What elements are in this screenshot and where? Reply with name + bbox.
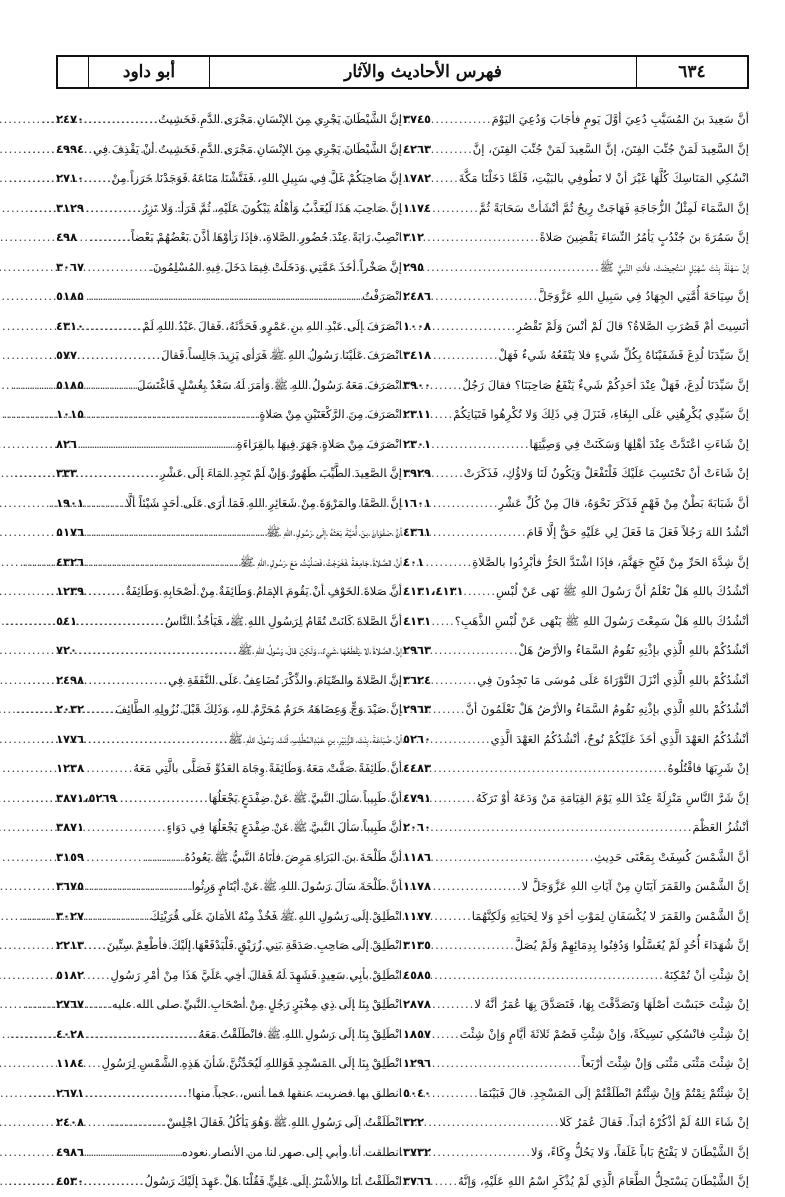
index-entry [403, 1020, 749, 1050]
entry-text: إنَّ سَيِّدَنَا لُدِغَ، فَهَلْ عِنْدَ أحَدِكُمْ شَيءٌ يَنْفَعُ صَاحِبَنَا؟ فقالَ رَجُلٌ [462, 377, 749, 392]
dot-leader [433, 1167, 458, 1197]
hadith-number: ٤٠٢٨ [56, 1026, 85, 1041]
entry-text: إنْ شَاءَ اللهُ لَمْ أذْكُرْهُ أبَداً. فَقالَ عُمَرُ كَلا [559, 1115, 749, 1129]
hadith-number: ١١٨٤ [56, 1056, 85, 1070]
dot-leader [433, 902, 472, 932]
hadith-number: ٤٤٨٣ [403, 761, 432, 775]
entry-text: أنَّ صَفْوَانَ بنَ أُمَيَّةَ بَعَثَهُ إلَى رَسُولِ اللهِ ﷺ [266, 525, 402, 539]
entry-text: إنْ شِئْتُمْ نِمْتُمْ وَإنْ شِئْتُمُ انْطَلَقْتُمْ إلَى المَسْجِدِ. قالَ فَبَيْنَمَا [478, 1085, 749, 1100]
hadith-number: ٢٨٧٨ [403, 997, 432, 1011]
hadith-number: ٤٣٦١ [403, 525, 432, 539]
index-entry [403, 253, 749, 283]
entry-text: إنَّ الشَّيْطَانَ يَسْتَحِلُّ الطَّعَامَ الَّذِي لَمْ يُذْكَرِ اسْمُ اللهِ عَلَيْهِ، وَإنَّهُ [458, 1174, 749, 1188]
hadith-number: ٥١٨٢ [56, 967, 85, 982]
hadith-number: ١٦٠١ [403, 495, 432, 510]
dot-leader [466, 577, 497, 607]
index-entry [403, 164, 749, 194]
hadith-number: ١٠١٥ [56, 407, 85, 421]
index-entry [403, 784, 749, 814]
entry-text: أنْشُدُكُمْ باللهِ الَّذِي أنْزَلَ التَّوْرَاةَ عَلَى مُوسَى مَا تَجِدُونَ فِي [477, 672, 749, 687]
entry-text: أنْشُدُكُمُ العَهْدَ الَّذِي أخَذَ عَلَيْكُمْ نُوحٌ، أنْشُدُكُمُ العَهْدَ الَّذِي [490, 731, 749, 746]
hadith-number: ٢٩٦٣ [403, 643, 432, 657]
hadith-number: ٤١٣١ [403, 613, 432, 628]
entry-text: أنْشُدُكُمْ باللهِ الَّذِي بإذْنِهِ تَقُومُ السَّمَاءُ والأرْضُ هَلْ تَعْلَمُونَ أنَّ [465, 702, 749, 716]
hadith-number: ٤٩٨ [56, 230, 78, 244]
entry-text: أنَّ طَائِفَةً صَفَّتْ مَعَهُ وَطَائِفَةً وِجَاهَ العَدُوِّ فَصَلَّى بالَّتِي مَعَهُ [133, 761, 402, 775]
hadith-number: ٣٩٠٠ [403, 377, 432, 392]
entry-text: أنْشُدُكُمْ باللهِ الَّذِي بإذْنِهِ تَقُومُ السَّمَاءُ والأرْضُ هَلْ [518, 643, 749, 657]
entry-text: انْسُكِي المَنَاسِكَ كُلَّهَا غَيْرَ أنْ لا تَطُوفِي بالبَيْتِ، فَلَمَّا دَخَلْنَا مَكَّةَ [458, 171, 749, 185]
dot-leader [433, 754, 668, 784]
page-number: ٦٣٤ [678, 62, 706, 82]
hadith-number: ٧٢٠ [56, 643, 78, 657]
entry-text: إنَّ الشَّمْسَ والقَمَرَ لا يُكْسَفَانِ لِمَوْتِ أحَدٍ وَلا لِحَيَاتِهِ وَلَكِنَّهُمَا [471, 908, 749, 923]
index-entry [403, 518, 749, 548]
index-entry [403, 666, 749, 696]
hadith-number: ٣٧٦٦ [403, 1174, 432, 1188]
dot-leader [433, 843, 594, 873]
entry-text: إنَّ شُهَدَاءَ أُحُدٍ لَمْ يُغَسَّلُوا وَدُفِنُوا بِدِمَائِهِمْ وَلَمْ يُصَلَّ [514, 938, 749, 952]
dot-leader [433, 666, 477, 696]
hadith-number: ١٧٨٢ [403, 171, 432, 185]
index-entry [403, 341, 749, 371]
index-entry [403, 990, 749, 1020]
hadith-number: ٤٣١٠ [56, 318, 85, 333]
header-blank-cell [58, 57, 89, 87]
index-entry [403, 223, 749, 253]
entry-text: أنَّ طَلْحَةَ سَألَ رَسُولَ اللهِ ﷺ عَنْ أيْتَامٍ وَرِثُوا [191, 879, 402, 893]
entry-text: إنَّ الشَّيْطَانَ لا يَفْتَحُ بَاباً غَلَقاً، وَلا يَحُلُّ وِكَاءً، وَلا [530, 1144, 749, 1159]
page-header [56, 55, 749, 89]
index-entry [403, 695, 749, 725]
entry-text: أنْشُدُكَ باللهِ هَلْ تَعْلَمُ أنَّ رَسُولَ اللهِ ﷺ نَهَى عَنْ لُبْسِ [496, 584, 749, 598]
book-name: أبو داود [89, 57, 210, 87]
hadith-number: ٣٩٢٩ [403, 466, 432, 480]
hadith-number: ١٢٩٦ [403, 1056, 432, 1070]
index-entry [403, 1108, 749, 1138]
dot-leader [433, 961, 664, 991]
dot-leader [86, 754, 133, 784]
entry-text: إنَّ سَهْلَةَ بِنْتَ سُهَيْلٍ اسْتُحِيضَتْ، فأتَتِ النَّبيَّ ﷺ [599, 259, 749, 274]
index-entry [403, 636, 749, 666]
hadith-number: ٣٧٣٢ [403, 1144, 432, 1159]
hadith-number: ١٢٣٩ [56, 584, 85, 598]
dot-leader [433, 312, 516, 342]
dot-leader [426, 1108, 559, 1138]
entry-text: أنَّ سَعِيدَ بنَ المُسَيَّبِ دُعِيَ أوَّلَ يَومٍ فأجَابَ وَدُعِيَ اليَوْمَ [491, 112, 749, 126]
index-entry [403, 135, 749, 165]
dot-leader [433, 194, 479, 224]
dot-leader [86, 813, 167, 843]
hadith-number: ٥١٨٥ [56, 289, 85, 303]
hadith-number: ٤٩٩٤ [56, 141, 85, 156]
index-entry [403, 577, 749, 607]
entry-text: إنَّ شِدَّةَ الحَرِّ مِنْ فَيْحِ جَهَنَّمَ، فإذَا اشْتَدَّ الحَرُّ فأبْرِدُوا بالصَّلاةِ [472, 554, 749, 569]
index-entry [403, 548, 749, 578]
entry-text: أنَّ طَلْحَةَ بنَ البَرَاءِ مَرِضَ فأتَاهُ النَّبيُّ ﷺ يَعُودُهُ [184, 849, 402, 864]
hadith-number: ٣٨٧١ [56, 820, 85, 834]
hadith-number: ١٩٠١ [56, 495, 85, 510]
index-entry [403, 312, 749, 342]
index-columns [56, 105, 749, 1197]
hadith-number: ٢٩٦٣ [403, 702, 432, 716]
dot-leader [433, 371, 462, 401]
index-entry [403, 105, 749, 135]
entry-text: إنْ شِئْتِ أنْ تُمْكِنَهُ [663, 967, 749, 982]
entry-text: إنَّ سَمُرَةَ بنَ جُنْدُبٍ يَأمُرُ النِّسَاءَ يَقْضِينَ صَلاةً [539, 230, 749, 244]
dot-leader [433, 518, 527, 548]
entry-text: انْصَرَفَ مَعَهُ رَسُولُ اللهِ ﷺ وَأمَرَ لَهُ سَعْدٌ بِغُسْلٍ فَاغْتَسَلَ [137, 377, 402, 392]
entry-text: إنَّ صَاحِبَ هَذَا لَيُعَذَّبُ وَأهْلُهُ يَبْكُونَ عَلَيْهِ، ثُمَّ قَرَأ: وَلا تَزِرُ [142, 200, 402, 215]
entry-text: إنَّ الصَّعِيدَ الطَّيِّبَ طَهُورٌ وَإنْ لَمْ تَجِدِ المَاءَ إلَى عَشْرِ [159, 466, 402, 480]
hadith-number: ١١٧٤ [403, 200, 432, 215]
hadith-number: ٤٩٨٦ [56, 1144, 85, 1159]
entry-text: إنَّ شَرَّ النَّاسِ مَنْزِلَةً عِنْدَ اللهِ يَوْمَ القِيَامَةِ مَنْ وَدَعَهُ أوْ تَرَكَهُ [475, 790, 749, 805]
entry-text: إنَّ الشَّمْسَ والقَمَرَ آيَتَانِ مِنْ آيَاتِ اللهِ عَزَّوَجَلَّ لا [521, 879, 749, 893]
index-entry [403, 961, 749, 991]
hadith-number: ٣١٢ [403, 230, 425, 244]
hadith-number: ٢٠٣٢ [56, 702, 85, 716]
dot-leader [86, 1049, 102, 1079]
hadith-number: ٢٤٠٨ [56, 1115, 85, 1129]
entry-text: انْصَرَفَ عَلَيْنَا رَسُولُ اللهِ ﷺ فَرَأى يَزِيدَ جَالِساً فَقالَ [161, 348, 402, 362]
hadith-number: ٢٩٥ [403, 259, 425, 274]
entry-text: إنْ شِئْتِ فانْسُكِي نَسِيكَةً، وَإنْ شِئْتِ فَصُمْ ثَلاثَةَ أيَّامٍ وَإنْ شِئْتَ [459, 1026, 749, 1041]
entry-text: إنَّ الصَّفَا والمَرْوَةَ مِنْ شَعَائِرِ اللهِ فَمَا أرَى عَلَى أحَدٍ شَيْئاً ألَّا [125, 495, 402, 510]
hadith-number: ١٧٧٦ [56, 731, 85, 746]
dot-leader [433, 784, 476, 814]
hadith-number: ٣٠٦٧ [56, 259, 85, 274]
hadith-number: ٢٤٨٦ [403, 289, 432, 303]
hadith-number: ٥٧٧ [56, 348, 78, 362]
entry-text: أنَّ شَبَابَةَ بَطْنٌ مِنْ فَهْمٍ فَذَكَرَ نَحْوَهُ، قالَ مِنْ كُلِّ عَشْرِ [498, 495, 749, 510]
entry-text: انْطَلِقْ بِنَا إلَى رَسُولِ اللهِ ﷺ فانْطَلَقْتُ مَعَهُ [198, 1026, 402, 1041]
hadith-number: ٥٤١ [56, 613, 78, 628]
entry-text: انطلقت أنا وأبي إلى صهر لنا من الأنصار نعوده [181, 1144, 402, 1159]
index-entry [403, 489, 749, 519]
hadith-number: ٢٢١٣ [56, 938, 85, 952]
entry-text: أنَّ صَلاةَ الخَوْفِ أنْ يَقُومَ الإمَامُ وَطَائِفَةٌ مِنْ أصْحَابِهِ وَطَائِفَةٌ [125, 584, 402, 598]
dot-leader [433, 813, 692, 843]
hadith-number: ٥٠٤٠ [403, 1085, 432, 1100]
hadith-number: ٢٣١١ [403, 407, 432, 421]
entry-text: انطلق بها فضربت عنقها فما أنس، عجباً منها! [187, 1085, 402, 1100]
entry-text: أنَّ طَبِيباً سَألَ النَّبيَّ ﷺ عَنْ ضِفْدَعٍ يَجْعَلُهَا [208, 790, 402, 805]
hadith-number: ٣٠٢٧ [56, 908, 85, 923]
index-page [56, 55, 749, 1197]
entry-text: أنَّ الصَّلاةَ جَامِعَةً فَخَرَجْتُ فَصَلَّيْتُ مَعَ رَسُولِ اللهِ ﷺ [239, 554, 402, 569]
dot-leader [433, 489, 498, 519]
hadith-number: ٢٧٦٧ [56, 997, 85, 1011]
entry-text: إنَّ سَيِّدِي يُكْرِهُنِي عَلَى البِغَاءِ، فَنَزَلَ فِي ذَلِكَ وَلا تُكْرِهُوا فَتَيَاتِكُمْ [453, 407, 749, 421]
entry-text: انْطَلِقْ بِنَا إلَى المَسْجِدِ فَوَاللهِ لَيُحَدِّثُنَّ شَأنَ هَذِهِ الشَّمْسِ لِرَسُولِ [101, 1056, 402, 1070]
entry-text: إنَّ صَيْدَ وَجٍّ وَعِضَاهَهُ حَرَمٌ مُحَرَّمٌ للهِ، وَذَلِكَ قَبْلَ نُزُولِهِ الطَّائِفَ [115, 702, 402, 716]
hadith-number: ٤٥٨٥ [403, 967, 432, 982]
index-entry [403, 459, 749, 489]
entry-text: أنَسِيتَ أمْ قَصُرَتِ الصَّلاةُ؟ قالَ لَمْ أنْسَ وَلَمْ تَقْصُرِ [516, 318, 749, 333]
entry-text: إنَّ الصَّلاةَ والصِّيَامَ والذِّكْرَ تُضَاعِفُ عَلَى النَّفَقَةِ فِي [168, 672, 402, 687]
entry-text: إنَّ سَيِّدَنَا لُدِغَ فَشَفَيْنَاهُ بِكُلِّ شَيءٍ فلا يَنْفَعُهُ شَيءٌ فَهَلْ [498, 348, 749, 362]
hadith-number: ٢٤٧٠ [56, 112, 85, 126]
entry-text: أنَّ طَبِيباً سَألَ النَّبيَّ ﷺ عَنْ ضِفْدَعٍ يَجْعَلُهَا فِي دَوَاءٍ [166, 820, 402, 834]
entry-text: انْطَلَقْتُ أنَا والأشْتَرُ إلَى عَلِيٍّ فَقُلْنَا هَلْ عَهِدَ إلَيْكَ رَسُولُ [144, 1174, 402, 1188]
index-entry [403, 754, 749, 784]
dot-leader [433, 459, 464, 489]
entry-text: انْطَلِقْ بأبِي سَعِيدٍ فَشَهِدَ لَهُ فَقالَ أخِي عَلَيَّ هَذَا مِنْ أمْرِ رَسُولِ [110, 967, 402, 982]
entry-text: أنْشُدُكَ باللهِ هَلْ سَمِعْتَ رَسُولَ اللهِ ﷺ يَنْهَى عَنْ لُبْسِ الذَّهَبِ؟ [454, 613, 749, 628]
entry-text: انْصَرَفْتُ [362, 289, 402, 303]
index-entry [403, 1049, 749, 1079]
dot-leader [86, 253, 153, 283]
index-entry [403, 725, 749, 755]
index-entry [403, 194, 749, 224]
index-entry [403, 371, 749, 401]
entry-text: إنْ شِئْتَ حَبَسْتَ أصْلَهَا وَتَصَدَّقْتَ بِهَا، فَتَصَدَّقَ بِهَا عُمَرُ أنَّهُ لا [474, 997, 749, 1011]
dot-leader [433, 1079, 479, 1109]
hadith-number: ٣١٣٥ [403, 938, 432, 952]
right-column [403, 105, 749, 1197]
dot-leader [433, 400, 453, 430]
entry-text: إنْ شَرِبَهَا فاقْتُلُوهُ [667, 761, 749, 775]
dot-leader [426, 548, 472, 578]
hadith-number: ٣٦٧٥ [56, 879, 85, 893]
entry-text: أنْشُدُ اللهَ رَجُلاً فَعَلَ مَا فَعَلَ لِي عَلَيْهِ حَقٌّ إلَّا قَامَ [526, 525, 749, 539]
hadith-number: ٣٧٤٥ [403, 112, 432, 126]
dot-leader [433, 282, 538, 312]
entry-text: إنَّ الشَّيْطَانَ يَجْرِي مِنَ الإنْسَانِ مَجْرَى الدَّمِ فَخَشِيتُ [158, 112, 402, 126]
index-entry [403, 1167, 749, 1197]
index-entry [403, 931, 749, 961]
dot-leader [433, 695, 465, 725]
hadith-number: ١٢٣٨ [56, 761, 85, 775]
dot-leader [433, 105, 492, 135]
entry-text: إنَّ السَّمَاءَ لَمِثْلُ الزُّجَاجَةِ فَهَاجَتْ رِيحٌ ثُمَّ أنْشَأتْ سَحَابَةً ثُمَّ [478, 200, 749, 215]
dot-leader [86, 961, 110, 991]
entry-text: انْطَلِقْ إلَى صَاحِبِ صَدَقَةِ بَنِي زُرَيْقٍ فَلْيَدْفَعْهَا إلَيْكَ فأطْعِمْ سِتِّينَ [106, 938, 402, 952]
hadith-number: ١٠٠٨ [403, 318, 432, 333]
index-entry [403, 282, 749, 312]
hadith-number: ٢٧١٠ [56, 171, 85, 185]
entry-text: أنَّ ضُبَاعَةَ بِنْتَ الزُّبَيْرِ بنِ عَبْدِالمُطَّلِبِ أتَتْ رَسُولَ اللهِ ﷺ [228, 731, 402, 746]
hadith-number: ٢٠٦٠ [403, 820, 432, 834]
hadith-number: ٣٦٢٤ [403, 672, 432, 687]
index-entry [403, 813, 749, 843]
hadith-number: ٤١٣١،٤١٣١ [403, 584, 464, 598]
entry-text: أنْشُزُ العَظْمَ [692, 820, 749, 834]
hadith-number: ٨٢٦ [56, 436, 78, 451]
dot-leader [433, 135, 473, 165]
entry-text: انْصَرَفَ إلَى عَبْدِ اللهِ بنِ عَمْرٍو فَحَدَّثَهُ، فَقالَ عَبْدُ اللهِ لَمْ [142, 318, 402, 333]
entry-text: انْطَلِقْ بِنَا إلَى ذِي مِخْبَرٍ رَجُلٍ مِنْ أصْحَابِ النَّبيِّ صلى الله عليه [111, 997, 402, 1011]
entry-text: انْصِبْ رَايَةً عِنْدَ حُضُورِ الصَّلاةِ، فإذَا رَأوْهَا أذَّنَ بَعْضُهُمْ بَعْضاً [131, 230, 402, 244]
entry-text: إنَّ الشَّيْطَانَ يَجْرِي مِنَ الإنْسَانِ مَجْرَى الدَّمِ فَخَشِيتُ أنْ يَقْذِفَ فِي [93, 141, 402, 156]
hadith-number: ١٨٥٧ [403, 1026, 432, 1041]
hadith-number: ٣٤١٨ [403, 348, 432, 362]
index-entry [403, 902, 749, 932]
dot-leader [433, 872, 522, 902]
dot-leader [433, 164, 459, 194]
dot-leader [433, 607, 455, 637]
entry-text: إنْ شَاءَتْ أنْ تَحْتَسِبَ عَلَيْكَ فَلْتَفْعَلْ وَيَكُونُ لَنَا وَلاؤُكِ، فَذَكَرَتْ [463, 466, 749, 480]
dot-leader [433, 341, 498, 371]
index-entry [403, 872, 749, 902]
index-entry [403, 1079, 749, 1109]
dot-leader [433, 430, 529, 460]
index-entry [403, 400, 749, 430]
entry-text: إنَّ سِيَاحَةَ أُمَّتِي الجِهَادُ فِي سَبِيلِ اللهِ عَزَّوَجَلَّ [538, 289, 749, 303]
entry-text: أنَّ الصَّلاةَ كَانَتْ تُقَامُ لِرَسُولِ اللهِ ﷺ، فَيَأخُذُ النَّاسُ [165, 613, 402, 628]
index-title: فهرس الأحاديث والآثار [210, 57, 637, 87]
hadith-number: ١١٨٦ [403, 849, 432, 864]
hadith-number: ٣٨٧١،٥٢٦٩ [56, 790, 117, 805]
hadith-number: ٣١٢٩ [56, 200, 85, 215]
hadith-number: ٤٣٢٦ [56, 554, 85, 569]
hadith-number: ٤٢٦٣ [403, 141, 432, 156]
hadith-number: ٢٤٩٨ [56, 672, 85, 687]
index-entry [403, 1138, 749, 1168]
dot-leader [433, 725, 491, 755]
dot-leader [426, 223, 540, 253]
hadith-number: ٣١٥٩ [56, 849, 85, 864]
entry-text: إنَّ السَّعِيدَ لَمَنْ جُنِّبَ الفِتَنَ، إنَّ السَّعِيدَ لَمَنْ جُنِّبَ الفِتَنَ، إنَّ [472, 141, 749, 156]
dot-leader [433, 990, 474, 1020]
entry-text: إنْ شَاءَتِ اعْتَدَّتْ عِنْدَ أهْلِهَا وَسَكَنَتْ فِي وَصِيَّتِهَا [529, 436, 749, 451]
entry-text: انْطَلَقْتُ إلَى رَسُولِ اللهِ ﷺ وَهُوَ يَأكُلُ فَقالَ اجْلِسْ [167, 1115, 402, 1129]
entry-text: إنَّ الصَّلاةَ لا يَقْطَعُهَا شَيءٌ، وَلَكِنْ قالَ رَسُولُ اللهِ ﷺ [238, 643, 402, 657]
index-entry [403, 430, 749, 460]
entry-text: انْطَلِقْ إلَى رَسُولِ اللهِ ﷺ فَخُذْ مِنْهُ الأمَانَ عَلَى قُرَيْتِكَ [150, 908, 402, 923]
dot-leader [433, 931, 515, 961]
dot-leader [433, 1138, 531, 1168]
hadith-number: ٥٢٦٠ [403, 731, 432, 746]
dot-leader [426, 253, 600, 283]
hadith-number: ٤٧٩١ [403, 790, 432, 805]
index-entry [403, 607, 749, 637]
dot-leader [433, 1049, 582, 1079]
entry-text: انْصَرَفَ مِنَ الرَّكْعَتَيْنِ مِنْ صَلاةٍ [259, 407, 402, 421]
hadith-number: ٣٣٣ [56, 466, 78, 480]
entry-text: انْصَرَفَ مِنْ صَلاةٍ جَهَرَ فِيهَا بالقِرَاءَةِ [236, 436, 402, 451]
hadith-number: ٤٠١ [403, 554, 425, 569]
entry-text: إنَّ صَخْراً أخَذَ عَمَّتِي وَدَخَلَتْ فِيمَا دَخَلَ فِيهِ المُسْلِمُونَ [152, 259, 402, 274]
dot-leader [433, 1020, 460, 1050]
hadith-number: ٢٣٠١ [403, 436, 432, 451]
hadith-number: ٥١٧٦ [56, 525, 85, 539]
hadith-number: ٣٢٢ [403, 1115, 425, 1129]
entry-text: أنَّ الشَّمْسَ كُسِفَتْ بِمَعْنَى حَدِيثِ [594, 849, 749, 864]
dot-leader [433, 636, 518, 666]
hadith-number: ١١٧٨ [403, 879, 432, 893]
hadith-number: ١١٧٧ [403, 908, 432, 923]
hadith-number: ٢٦٧١ [56, 1085, 85, 1100]
entry-text: إنْ شِئْتَ مَثْنَى مَثْنَى وَإنْ شِئْتَ أرْبَعاً [581, 1056, 749, 1070]
hadith-number: ٤٥٣٠ [56, 1174, 85, 1188]
hadith-number: ٥١٨٥ [56, 377, 85, 392]
index-entry [403, 843, 749, 873]
entry-text: إنَّ صَاحِبَكُمْ غَلَّ فِي سَبِيلِ اللهِ، فَفَتَّشْنَا مَتَاعَهُ فَوَجَدْنَا خَرَزاً مِنْ [111, 171, 402, 185]
